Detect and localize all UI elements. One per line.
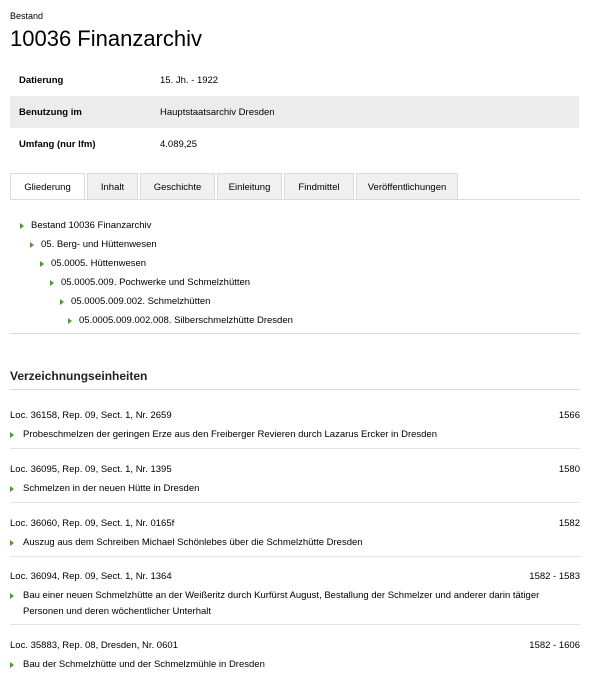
tree-item-label: 05.0005.009. Pochwerke und Schmelzhütten [61, 277, 251, 288]
entry-link[interactable] [10, 481, 580, 497]
entry-signature: Loc. 35883, Rep. 08, Dresden, Nr. 0601 [10, 640, 178, 651]
entry-date: 1566 [558, 410, 580, 421]
tree-item[interactable] [60, 296, 210, 307]
tab-divider [10, 199, 580, 200]
tab-geschichte[interactable]: Geschichte [140, 173, 215, 200]
tree-item[interactable] [20, 220, 151, 231]
info-row-benutzung [10, 96, 579, 128]
triangle-right-icon [20, 223, 24, 229]
triangle-right-icon [40, 261, 44, 267]
info-key: Datierung [19, 74, 64, 86]
info-key: Benutzung im [19, 106, 82, 118]
tab-findmittel[interactable]: Findmittel [284, 173, 354, 200]
tab-veroeffentlichungen[interactable]: Veröffentlichungen [356, 173, 458, 200]
triangle-right-icon [50, 280, 54, 286]
entry-signature: Loc. 36095, Rep. 09, Sect. 1, Nr. 1395 [10, 464, 172, 475]
info-key: Umfang (nur lfm) [19, 138, 96, 150]
entry-date: 1582 - 1583 [529, 571, 580, 582]
entry-description: Probeschmelzen der geringen Erze aus den Freiberger Revieren durch Lazarus Ercker in Dresden [23, 429, 437, 440]
triangle-right-icon [10, 593, 14, 599]
tab-bar [10, 173, 460, 200]
section-title: Verzeichnungseinheiten [10, 369, 148, 383]
info-value: 15. Jh. - 1922 [160, 74, 219, 86]
divider [10, 624, 580, 625]
divider [10, 502, 580, 503]
tree-item-label: Bestand 10036 Finanzarchiv [31, 220, 152, 231]
entry-link[interactable] [10, 657, 580, 673]
triangle-right-icon [10, 540, 14, 546]
tree-item[interactable] [30, 239, 157, 250]
divider [10, 556, 580, 557]
entry-description: Bau einer neuen Schmelzhütte an der Weißeritz durch Kurfürst August, Bestallung der Schmelzer und anderer darin tätiger Personen und deren wöchentlicher Unterhalt [23, 590, 540, 617]
entry-description: Bau der Schmelzhütte und der Schmelzmühle in Dresden [23, 659, 265, 670]
tree-item[interactable] [50, 277, 250, 288]
info-value: 4.089,25 [160, 138, 197, 150]
entry-signature: Loc. 36060, Rep. 09, Sect. 1, Nr. 0165f [10, 518, 175, 529]
triangle-right-icon [10, 486, 14, 492]
divider [10, 448, 580, 449]
tree-item-label: 05. Berg- und Hüttenwesen [41, 239, 157, 250]
entry-date: 1580 [558, 464, 580, 475]
info-row-umfang [10, 128, 579, 160]
tree-item-label: 05.0005.009.002.008. Silberschmelzhütte Dresden [79, 315, 293, 326]
triangle-right-icon [30, 242, 34, 248]
entry-signature: Loc. 36158, Rep. 09, Sect. 1, Nr. 2659 [10, 410, 172, 421]
entry-link[interactable] [10, 427, 580, 443]
info-row-datierung [10, 64, 579, 96]
tree-item-label: 05.0005.009.002. Schmelzhütten [71, 296, 211, 307]
tab-inhalt[interactable]: Inhalt [87, 173, 138, 200]
bestand-label: Bestand [10, 11, 44, 21]
page-title: 10036 Finanzarchiv [10, 26, 203, 51]
tree-item-label: 05.0005. Hüttenwesen [51, 258, 147, 269]
entry-link[interactable] [10, 535, 580, 551]
entry-signature: Loc. 36094, Rep. 09, Sect. 1, Nr. 1364 [10, 571, 172, 582]
tab-einleitung[interactable]: Einleitung [217, 173, 282, 200]
entry-description: Schmelzen in der neuen Hütte in Dresden [23, 483, 200, 494]
tab-gliederung[interactable]: Gliederung [10, 173, 85, 200]
triangle-right-icon [60, 299, 64, 305]
triangle-right-icon [10, 662, 14, 668]
triangle-right-icon [68, 318, 72, 324]
info-table [10, 64, 579, 160]
tree-divider [10, 333, 580, 334]
entry-link[interactable] [10, 588, 580, 620]
triangle-right-icon [10, 432, 14, 438]
entry-date: 1582 [558, 518, 580, 529]
entry-date: 1582 - 1606 [529, 640, 580, 651]
section-divider [10, 389, 580, 390]
info-value: Hauptstaatsarchiv Dresden [160, 106, 275, 118]
tree-item[interactable] [68, 315, 293, 326]
tree-item[interactable] [40, 258, 146, 269]
entry-description: Auszug aus dem Schreiben Michael Schönlebes über die Schmelzhütte Dresden [23, 537, 363, 548]
